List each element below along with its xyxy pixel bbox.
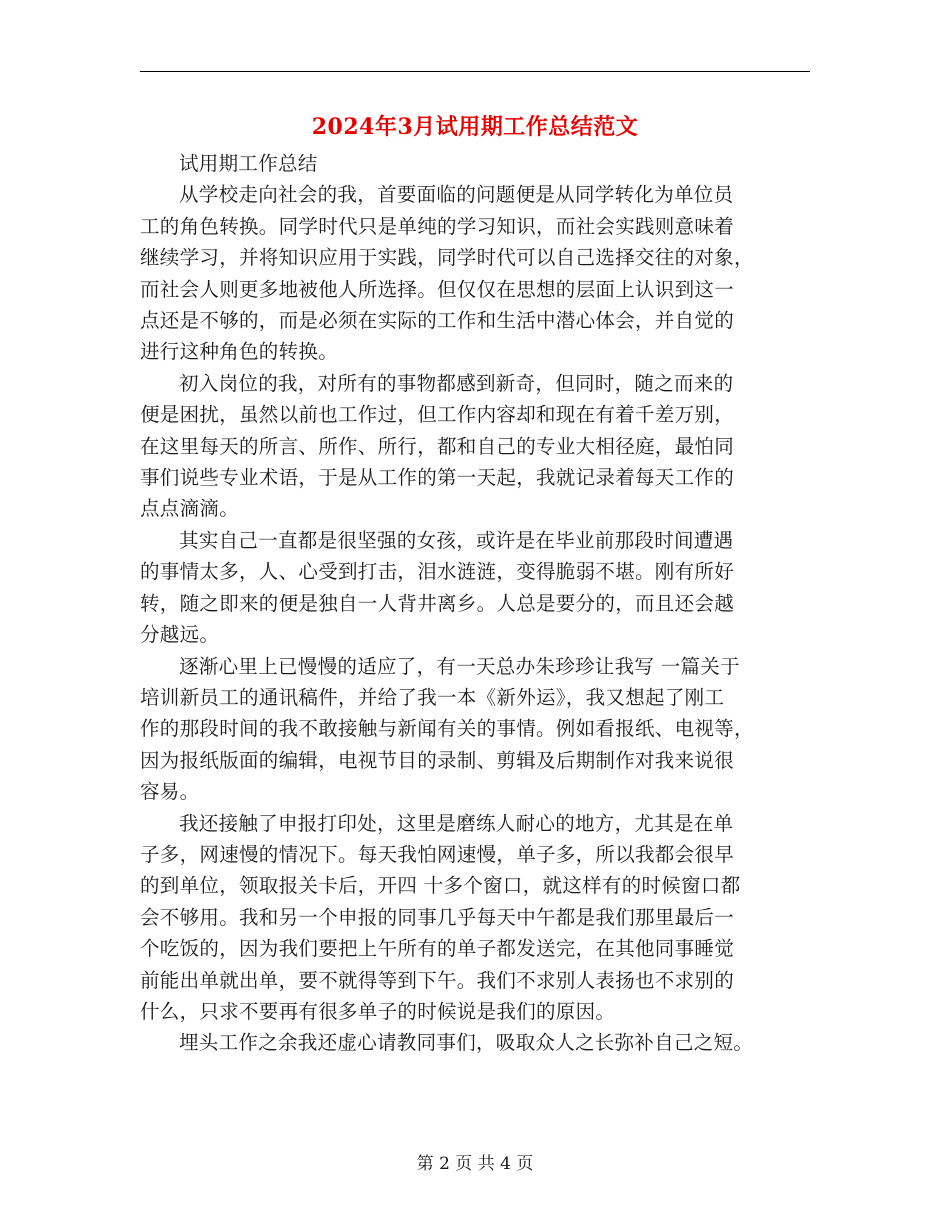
paragraph-line: 事们说些专业术语，于是从工作的第一天起，我就记录着每天工作的 [140, 466, 735, 490]
paragraph-line: 的到单位，领取报关卡后，开四 十多个窗口，就这样有的时候窗口都 [140, 874, 741, 898]
paragraph-line: 工的角色转换。同学时代只是单纯的学习知识，而社会实践则意味着 [140, 214, 735, 238]
paragraph-line: 从学校走向社会的我，首要面临的问题便是从同学转化为单位员 [179, 183, 734, 207]
page-footer [0, 1152, 950, 1176]
paragraph-line: 什么，只求不要再有很多单子的时候说是我们的原因。 [140, 999, 616, 1023]
paragraph-line: 个吃饭的，因为我们要把上午所有的单子都发送完，在其他同事睡觉 [140, 937, 735, 961]
paragraph-line: 分越远。 [140, 623, 220, 647]
paragraph [140, 525, 810, 651]
paragraph [140, 1027, 810, 1058]
paragraph-line: 埋头工作之余我还虚心请教同事们，吸取众人之长弥补自己之短。 [179, 1031, 754, 1055]
paragraph [140, 179, 810, 367]
paragraph-line: 容易。 [140, 780, 200, 804]
document-title: 2024年3月试用期工作总结范文 [311, 114, 639, 140]
paragraph-line: 试用期工作总结 [179, 152, 318, 175]
paragraph-line: 会不够用。我和另一个申报的同事几乎每天中午都是我们那里最后一 [140, 905, 735, 929]
paragraph-line: 作的那段时间的我不敢接触与新闻有关的事情。例如看报纸、电视等， [140, 717, 754, 741]
paragraph-line: 转，随之即来的便是独自一人背井离乡。人总是要分的，而且还会越 [140, 591, 735, 615]
paragraph-line: 因为报纸版面的编辑，电视节目的录制、剪辑及后期制作对我来说很 [140, 748, 735, 772]
page-number-text: 第 2 页 共 4 页 [416, 1154, 534, 1174]
paragraph-line: 我还接触了申报打印处，这里是磨练人耐心的地方，尤其是在单 [179, 811, 734, 835]
paragraph-line: 的事情太多，人、心受到打击，泪水涟涟，变得脆弱不堪。刚有所好 [140, 560, 735, 584]
paragraph [140, 368, 810, 525]
paragraph-line: 在这里每天的所言、所作、所行，都和自己的专业大相径庭，最怕同 [140, 434, 735, 458]
paragraph-line: 子多，网速慢的情况下。每天我怕网速慢，单子多，所以我都会很早 [140, 842, 735, 866]
paragraph-line: 点点滴滴。 [140, 497, 240, 521]
paragraph [140, 148, 810, 179]
paragraph-line: 前能出单就出单，要不就得等到下午。我们不求别人表扬也不求别的 [140, 968, 735, 992]
paragraph-line: 而社会人则更多地被他人所选择。但仅仅在思想的层面上认识到这一 [140, 277, 735, 301]
paragraph-line: 点还是不够的，而是必须在实际的工作和生活中潜心体会，并自觉的 [140, 309, 735, 333]
paragraph-line: 逐渐心里上已慢慢的适应了，有一天总办朱珍珍让我写 一篇关于 [179, 654, 740, 678]
paragraph-line: 其实自己一直都是很坚强的女孩，或许是在毕业前那段时间遭遇 [179, 528, 734, 552]
paragraph [140, 808, 810, 1028]
paragraph-line: 进行这种角色的转换。 [140, 340, 339, 364]
paragraph-line: 继续学习，并将知识应用于实践，同学时代可以自己选择交往的对象， [140, 246, 754, 270]
paragraph-line: 培训新员工的通讯稿件，并给了我一本《新外运》，我又想起了刚工 [140, 685, 725, 709]
paragraph-line: 便是困扰，虽然以前也工作过，但工作内容却和现在有着千差万别， [140, 403, 735, 427]
header-rule [140, 71, 810, 72]
paragraph-line: 初入岗位的我，对所有的事物都感到新奇，但同时，随之而来的 [179, 371, 734, 395]
document-body [140, 148, 810, 1059]
paragraph [140, 651, 810, 808]
